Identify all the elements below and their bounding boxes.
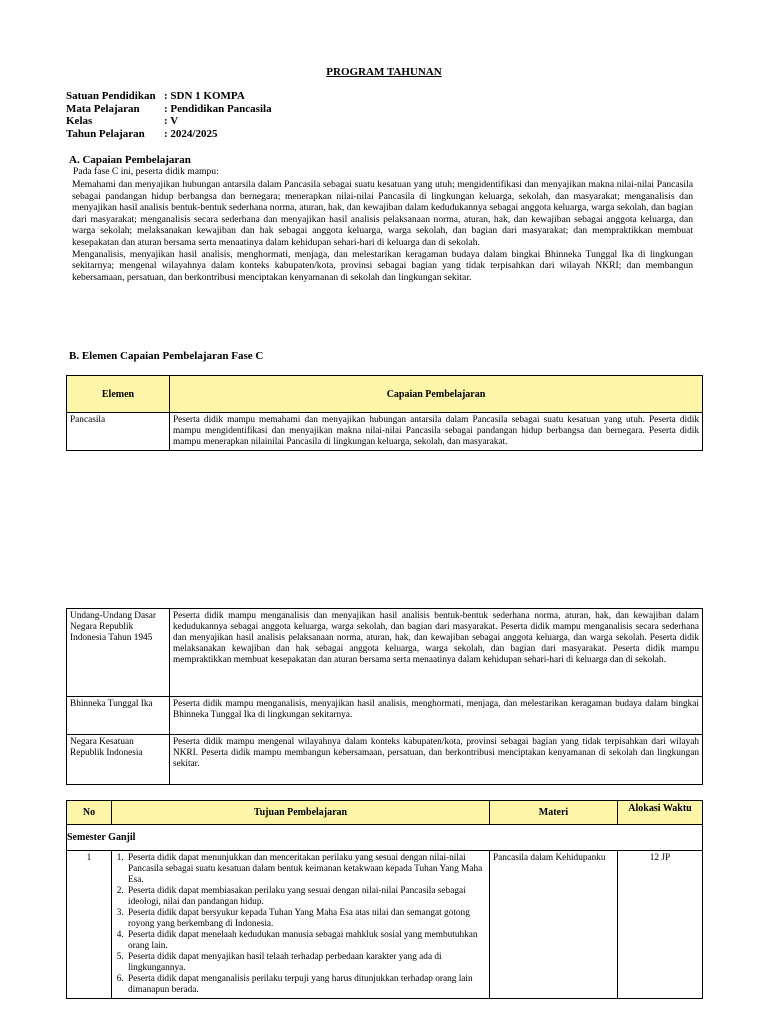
materi-header: Materi bbox=[490, 801, 618, 825]
list-item: 4. Peserta didik dapat menelaah kedudukan manusia sebagai mahkluk sosial yang membutuhkan orang lain. bbox=[126, 930, 486, 952]
tujuan-list bbox=[112, 853, 486, 996]
table-row bbox=[67, 609, 703, 697]
info-value: : SDN 1 KOMPA bbox=[164, 90, 245, 102]
tujuan-pembelajaran-table bbox=[66, 800, 703, 999]
elemen-table-part-1 bbox=[66, 375, 703, 451]
list-item: 2. Peserta didik dapat membiasakan perilaku yang sesuai dengan nilai-nilai Pancasila sebagai ideologi, nilai dan pandangan hidup. bbox=[126, 886, 486, 908]
tujuan-header: Tujuan Pembelajaran bbox=[112, 801, 490, 825]
elemen-cell: Bhinneka Tunggal Ika bbox=[67, 697, 170, 735]
info-label: Tahun Pelajaran bbox=[66, 127, 145, 140]
table-row bbox=[67, 851, 703, 999]
info-row bbox=[66, 115, 272, 128]
info-value: : Pendidikan Pancasila bbox=[164, 102, 272, 115]
alokasi-header: Alokasi Waktu bbox=[618, 801, 703, 825]
capaian-header: Capaian Pembelajaran bbox=[170, 376, 703, 413]
capaian-cell: Peserta didik mampu memahami dan menyajikan hubungan antarsila dalam Pancasila sebagai suatu kesatuan yang utuh. Peserta didik mampu mengidentifikasi dan menyajikan makna nilai-nilai Pancasila sebagai pandangan hidup berbangsa dan bernegara. Peserta didik mampu menerapkan nilainilai Pancasila di lingkungan keluarga, sekolah, dan masyarakat. bbox=[170, 413, 703, 451]
elemen-cell: Pancasila bbox=[67, 413, 170, 451]
capaian-cell: Peserta didik mampu menganalisis, menyajikan hasil analisis, menghormati, menjaga, dan melestarikan keragaman budaya dalam bingkai Bhinneka Tunggal Ika di lingkungan sekitarnya. bbox=[170, 697, 703, 735]
alokasi-cell: 12 JP bbox=[618, 851, 703, 999]
elemen-cell: Undang-Undang Dasar Negara Republik Indonesia Tahun 1945 bbox=[67, 609, 170, 697]
no-header: No bbox=[67, 801, 112, 825]
elemen-cell: Negara Kesatuan Republik Indonesia bbox=[67, 735, 170, 785]
elemen-header: Elemen bbox=[67, 376, 170, 413]
info-row bbox=[66, 103, 272, 116]
list-item: 3. Peserta didik dapat bersyukur kepada Tuhan Yang Maha Esa atas nilai dan semangat gotong royong yang berkembang di Indonesia. bbox=[126, 908, 486, 930]
info-row bbox=[66, 128, 272, 141]
table-row bbox=[67, 413, 703, 451]
row-number: 1 bbox=[67, 851, 112, 999]
elemen-table-part-2 bbox=[66, 608, 703, 785]
section-a-intro: Pada fase C ini, peserta didik mampu: bbox=[73, 166, 219, 177]
list-item: 1. Peserta didik dapat menunjukkan dan menceritakan perilaku yang sesuai dengan nilai-nilai Pancasila sebagai suatu kesatuan dalam bentuk keimanan ketakwaan kepada Tuhan Yang Maha Esa. bbox=[126, 853, 486, 886]
info-value: : V bbox=[164, 115, 179, 127]
capaian-cell: Peserta didik mampu mengenal wilayahnya dalam konteks kabupaten/kota, provinsi sebagai bagian yang tidak terpisahkan dari wilayah NKRI. Peserta didik mampu membangun kebersamaan, persatuan, dan berkontribusi menciptakan kenyamanan di sekolah dan lingkungan sekitar. bbox=[170, 735, 703, 785]
section-b-heading: B. Elemen Capaian Pembelajaran Fase C bbox=[69, 350, 264, 362]
capaian-paragraph-2: Menganalisis, menyajikan hasil analisis, menghormati, menjaga, dan melestarikan keragaman budaya dalam bingkai Bhinneka Tunggal Ika di lingkungan sekitarnya; mengenal wilayahnya dalam konteks kabupaten/kota, provinsi sebagai bagian yang tidak terpisahkan dari wilayah NKRI; dan membangun kebersamaan, persatuan, dan berkontribusi menciptakan kenyamanan di sekolah dan lingkungan sekitar. bbox=[72, 248, 693, 283]
info-row bbox=[66, 90, 272, 103]
section-a-body bbox=[72, 179, 693, 283]
list-item: 5. Peserta didik dapat menyajikan hasil telaah terhadap perbedaan karakter yang ada di lingkungannya. bbox=[126, 952, 486, 974]
info-label: Satuan Pendidikan bbox=[66, 90, 156, 102]
capaian-cell: Peserta didik mampu menganalisis dan menyajikan hasil analisis bentuk-bentuk sederhana norma, aturan, hak, dan kewajiban dalam kedudukannya sebagai anggota keluarga, warga sekolah, dan bagian dari masyarakat. Peserta didik mampu menganalisis secara sederhana dan menyajikan hasil analisis pelaksanaan norma, aturan, hak, dan kewajiban sebagai anggota keluarga, dan warga sekolah. Peserta didik melaksanakan kewajiban dan hak sebagai anggota keluarga, warga sekolah, dan bagian dari masyarakat. Peserta didik mampu mempraktikkan membuat kesepakatan dan aturan bersama serta menaatinya dalam kehidupan sehari-hari di keluarga dan di sekolah. bbox=[170, 609, 703, 697]
table-row bbox=[67, 735, 703, 785]
tujuan-cell bbox=[112, 851, 490, 999]
materi-cell: Pancasila dalam Kehidupanku bbox=[490, 851, 618, 999]
info-label: Mata Pelajaran bbox=[66, 102, 140, 115]
document-title: PROGRAM TAHUNAN bbox=[326, 66, 442, 78]
info-value: : 2024/2025 bbox=[164, 127, 218, 140]
semester-label: Semester Ganjil bbox=[67, 825, 703, 851]
table-row bbox=[67, 697, 703, 735]
section-a-heading: A. Capaian Pembelajaran bbox=[69, 154, 191, 166]
identity-block bbox=[66, 90, 272, 140]
list-item: 6. Peserta didik dapat menganalisis perilaku terpuji yang harus ditunjukkan terhadap orang lain dimanapun berada. bbox=[126, 974, 486, 996]
info-label: Kelas bbox=[66, 115, 93, 127]
capaian-paragraph-1: Memahami dan menyajikan hubungan antarsila dalam Pancasila sebagai suatu kesatuan yang utuh; mengidentifikasi dan menyajikan makna nilai-nilai Pancasila sebagai pandangan hidup berbangsa dan bernegara; menerapkan nilai-nilai Pancasila di lingkungan keluarga, sekolah, dan masyarakat; menganalisis dan menyajikan hasil analisis bentuk-bentuk sederhana norma, aturan, hak, dan kewajiban dalam kedudukannya sebagai anggota keluarga, warga sekolah, dan bagian dari masyarakat; menganalisis secara sederhana dan menyajikan hasil analisis pelaksanaan norma, aturan, hak, dan kewajiban sebagai anggota keluarga, dan warga sekolah; melaksanakan kewajiban dan hak sebagai anggota keluarga, warga sekolah, dan bagian dari masyarakat; dan mempraktikkan membuat kesepakatan dan aturan bersama serta menaatinya dalam kehidupan sehari-hari di keluarga dan di sekolah. bbox=[72, 179, 693, 248]
semester-row bbox=[67, 825, 703, 851]
